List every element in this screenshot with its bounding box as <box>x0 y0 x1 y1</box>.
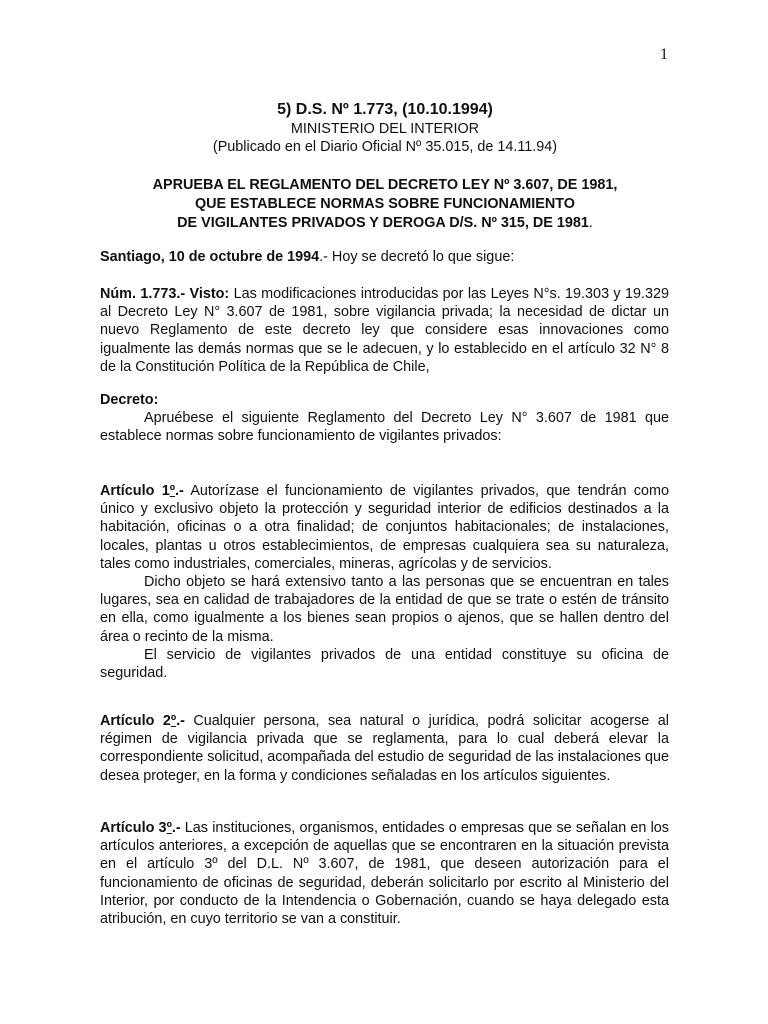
decreto-label: Decreto: <box>100 392 159 408</box>
decreto-paragraph <box>100 409 669 445</box>
decree-heading-line-1: APRUEBA EL REGLAMENTO DEL DECRETO LEY Nº 3.607, DE 1981, <box>152 177 618 193</box>
article-2-label-text: Artículo 2 <box>100 713 171 729</box>
decree-heading-line-3-text: DE VIGILANTES PRIVADOS Y DEROGA D/S. Nº 315, DE 1981 <box>177 215 589 231</box>
article-1 <box>100 482 669 682</box>
article-3-ordinal: º <box>166 820 172 836</box>
decree-number-title: 5) D.S. Nº 1.773, (10.10.1994) <box>277 101 493 118</box>
decree-heading-line-2: QUE ESTABLECE NORMAS SOBRE FUNCIONAMIENTO <box>194 196 576 212</box>
document-header <box>100 100 670 156</box>
article-2-text-1: Cualquier persona, sea natural o jurídica, podrá solicitar acogerse al régimen de vigilancia privada que se reglamenta, para lo cual deberá elevar la correspondiente solicitud, acompañada del estudio de seguridad de las instalaciones que desea proteger, en la forma y condiciones señaladas en los artículos siguientes. <box>100 713 669 784</box>
article-1-text-3: El servicio de vigilantes privados de una entidad constituye su oficina de seguridad. <box>100 646 669 682</box>
article-3-text-1: Las instituciones, organismos, entidades o empresas que se señalan en los artículos anteriores, a excepción de aquellas que se encontraren en la situación prevista en el artículo 3º del D.L. Nº 3.607, de 1981, que deseen autorización para el funcionamiento de oficinas de seguridad, deberán solicitarlo por escrito al Ministerio del Interior, por conducto de la Intendencia o Gobernación, cuando se haya delegado esta atribución, en cuyo territorio se van a constituir. <box>100 820 670 928</box>
article-2-ordinal: º <box>170 713 177 729</box>
article-1-text-2: Dicho objeto se hará extensivo tanto a las personas que se encuentran en tales lugares, sea en calidad de trabajadores de la entidad de que se trate o estén de tránsito en ella, como igualmente a los bienes sean propios o ajenos, que se hallen dentro del área o recinto de la misma. <box>100 574 669 645</box>
article-1-paragraph-3 <box>100 646 669 682</box>
article-1-label-text: Artículo 1 <box>100 483 170 499</box>
visto-text: Las modificaciones introducidas por las Leyes N°s. 19.303 y 19.329 al Decreto Ley N° 3.607 de 1981, sobre vigilancia privada; la necesidad de dictar un nuevo Reglamento de este decreto ley que considere esas innovaciones como igualmente las demás normas que se le adecuen, y lo establecido en el artículo 32 N° 8 de la Constitución Política de la República de Chile, <box>100 286 670 375</box>
publication-note: (Publicado en el Diario Oficial Nº 35.015, de 14.11.94) <box>212 139 558 155</box>
visto-label: Núm. 1.773.- Visto: <box>100 286 230 302</box>
article-1-paragraph-1 <box>100 482 669 573</box>
article-3-paragraph-1 <box>100 819 669 928</box>
intro-paragraph <box>100 248 669 266</box>
visto-paragraph <box>100 285 669 376</box>
article-3 <box>100 819 669 928</box>
article-2-suffix: .- <box>176 713 185 729</box>
article-1-suffix: .- <box>174 483 184 499</box>
decree-heading <box>100 176 670 233</box>
place-date: Santiago, 10 de octubre de 1994 <box>100 249 320 265</box>
decreto-text: Apruébese el siguiente Reglamento del Decreto Ley N° 3.607 de 1981 que establece normas sobre funcionamiento de vigilantes privados: <box>100 410 669 445</box>
page-number: 1 <box>660 46 668 63</box>
article-3-label <box>100 820 181 836</box>
article-1-text-1: Autorízase el funcionamiento de vigilantes privados, que tendrán como único y exclusivo objeto la protección y seguridad interior de edificios destinados a la habitación, oficinas o a otra finalidad; de conjuntos habitacionales; de instalaciones, locales, plantas u otros establecimientos, de empresas cualquiera sea su naturaleza, tales como industriales, comerciales, mineras, agrícolas y de servicios. <box>100 483 669 572</box>
article-3-suffix: .- <box>171 820 181 836</box>
decreto-section <box>100 391 669 446</box>
article-3-label-text: Artículo 3 <box>100 820 167 836</box>
article-2-label <box>100 713 185 729</box>
article-1-paragraph-2 <box>100 573 669 646</box>
article-1-label <box>100 483 184 499</box>
ministry-name: MINISTERIO DEL INTERIOR <box>290 121 480 137</box>
article-2 <box>100 712 669 785</box>
decree-heading-line-3 <box>100 214 670 233</box>
article-2-paragraph-1 <box>100 712 669 785</box>
decree-heading-period: . <box>588 215 593 231</box>
intro-text: .- Hoy se decretó lo que sigue: <box>319 249 515 265</box>
article-1-ordinal: º <box>169 483 175 499</box>
